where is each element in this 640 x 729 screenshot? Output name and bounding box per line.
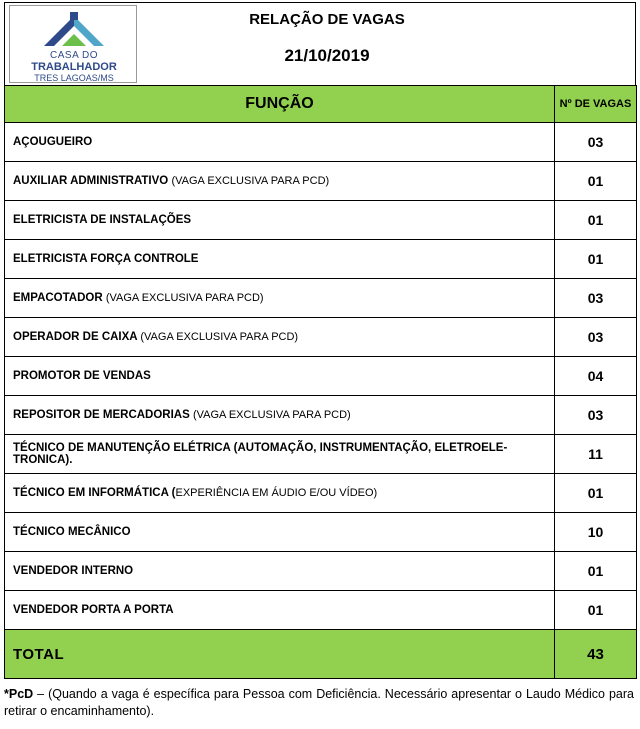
job-function [5, 162, 555, 201]
job-name: ELETRICISTA FORÇA CONTROLE [13, 253, 199, 265]
casa-do-trabalhador-logo [9, 5, 137, 83]
job-name: PROMOTOR DE VENDAS [13, 370, 151, 382]
house-logo-icon [40, 12, 108, 52]
job-note: (VAGA EXCLUSIVA PARA PCD) [140, 331, 299, 343]
job-name: VENDEDOR INTERNO [13, 565, 134, 577]
listing-date: 21/10/2019 [284, 46, 370, 65]
header [4, 2, 636, 85]
job-function [5, 396, 555, 435]
job-note: EXPERIÊNCIA EM ÁUDIO E/OU VÍDEO) [175, 487, 378, 499]
job-function [5, 474, 555, 513]
table-row [5, 240, 637, 279]
footnote [4, 686, 634, 720]
job-name: EMPACOTADOR [13, 292, 103, 304]
job-name: REPOSITOR DE MERCADORIAS [13, 409, 190, 421]
total-row [5, 630, 637, 679]
job-count: 04 [555, 357, 637, 396]
table-row [5, 552, 637, 591]
col-header-count: Nº DE VAGAS [555, 86, 637, 123]
job-name: VENDEDOR PORTA A PORTA [13, 604, 174, 616]
job-function [5, 123, 555, 162]
job-note: (VAGA EXCLUSIVA PARA PCD) [105, 292, 264, 304]
table-row [5, 123, 637, 162]
table-row [5, 591, 637, 630]
job-count: 01 [555, 201, 637, 240]
total-value: 43 [555, 630, 637, 679]
table-row [5, 396, 637, 435]
table-row [5, 279, 637, 318]
table-row [5, 435, 637, 474]
table-header-row [5, 86, 637, 123]
job-count: 03 [555, 396, 637, 435]
job-count: 01 [555, 552, 637, 591]
job-function [5, 591, 555, 630]
job-name: TÉCNICO MECÂNICO [13, 526, 131, 538]
job-count: 03 [555, 123, 637, 162]
job-function [5, 513, 555, 552]
job-function [5, 279, 555, 318]
logo-line1: CASA DO [50, 50, 98, 61]
job-name: TÉCNICO EM INFORMÁTICA ( [13, 487, 176, 499]
job-function [5, 318, 555, 357]
table-row [5, 513, 637, 552]
footnote-text: – (Quando a vaga é específica para Pessoa com Deficiência. Necessário apresentar o Laudo Médico para retirar o encaminhamento). [4, 687, 634, 718]
job-name: OPERADOR DE CAIXA [13, 331, 138, 343]
job-function [5, 357, 555, 396]
job-count: 10 [555, 513, 637, 552]
vacancy-table [4, 85, 637, 679]
job-note: (VAGA EXCLUSIVA PARA PCD) [192, 409, 351, 421]
job-count: 01 [555, 162, 637, 201]
table-row [5, 357, 637, 396]
job-name: TÉCNICO DE MANUTENÇÃO ELÉTRICA (AUTOMAÇÃO, INSTRUMENTAÇÃO, ELETROELE-TRONICA). [13, 442, 508, 466]
job-count: 11 [555, 435, 637, 474]
job-name: AUXILIAR ADMINISTRATIVO [13, 175, 169, 187]
table-row [5, 318, 637, 357]
page-title: RELAÇÃO DE VAGAS [249, 11, 405, 28]
job-name: ELETRICISTA DE INSTALAÇÕES [13, 214, 192, 226]
job-function [5, 240, 555, 279]
table-row [5, 474, 637, 513]
table-row [5, 162, 637, 201]
job-count: 03 [555, 279, 637, 318]
job-count: 01 [555, 591, 637, 630]
logo-line2: TRABALHADOR [31, 61, 117, 73]
footnote-term: *PcD [4, 687, 34, 701]
job-count: 03 [555, 318, 637, 357]
logo-line3: TRES LAGOAS/MS [34, 73, 114, 83]
job-count: 01 [555, 240, 637, 279]
job-note: (VAGA EXCLUSIVA PARA PCD) [171, 175, 330, 187]
total-label: TOTAL [5, 630, 555, 679]
job-function [5, 201, 555, 240]
table-row [5, 201, 637, 240]
job-function [5, 435, 555, 474]
job-name: AÇOUGUEIRO [13, 136, 93, 148]
col-header-function: FUNÇÃO [5, 86, 555, 123]
job-function [5, 552, 555, 591]
job-count: 01 [555, 474, 637, 513]
